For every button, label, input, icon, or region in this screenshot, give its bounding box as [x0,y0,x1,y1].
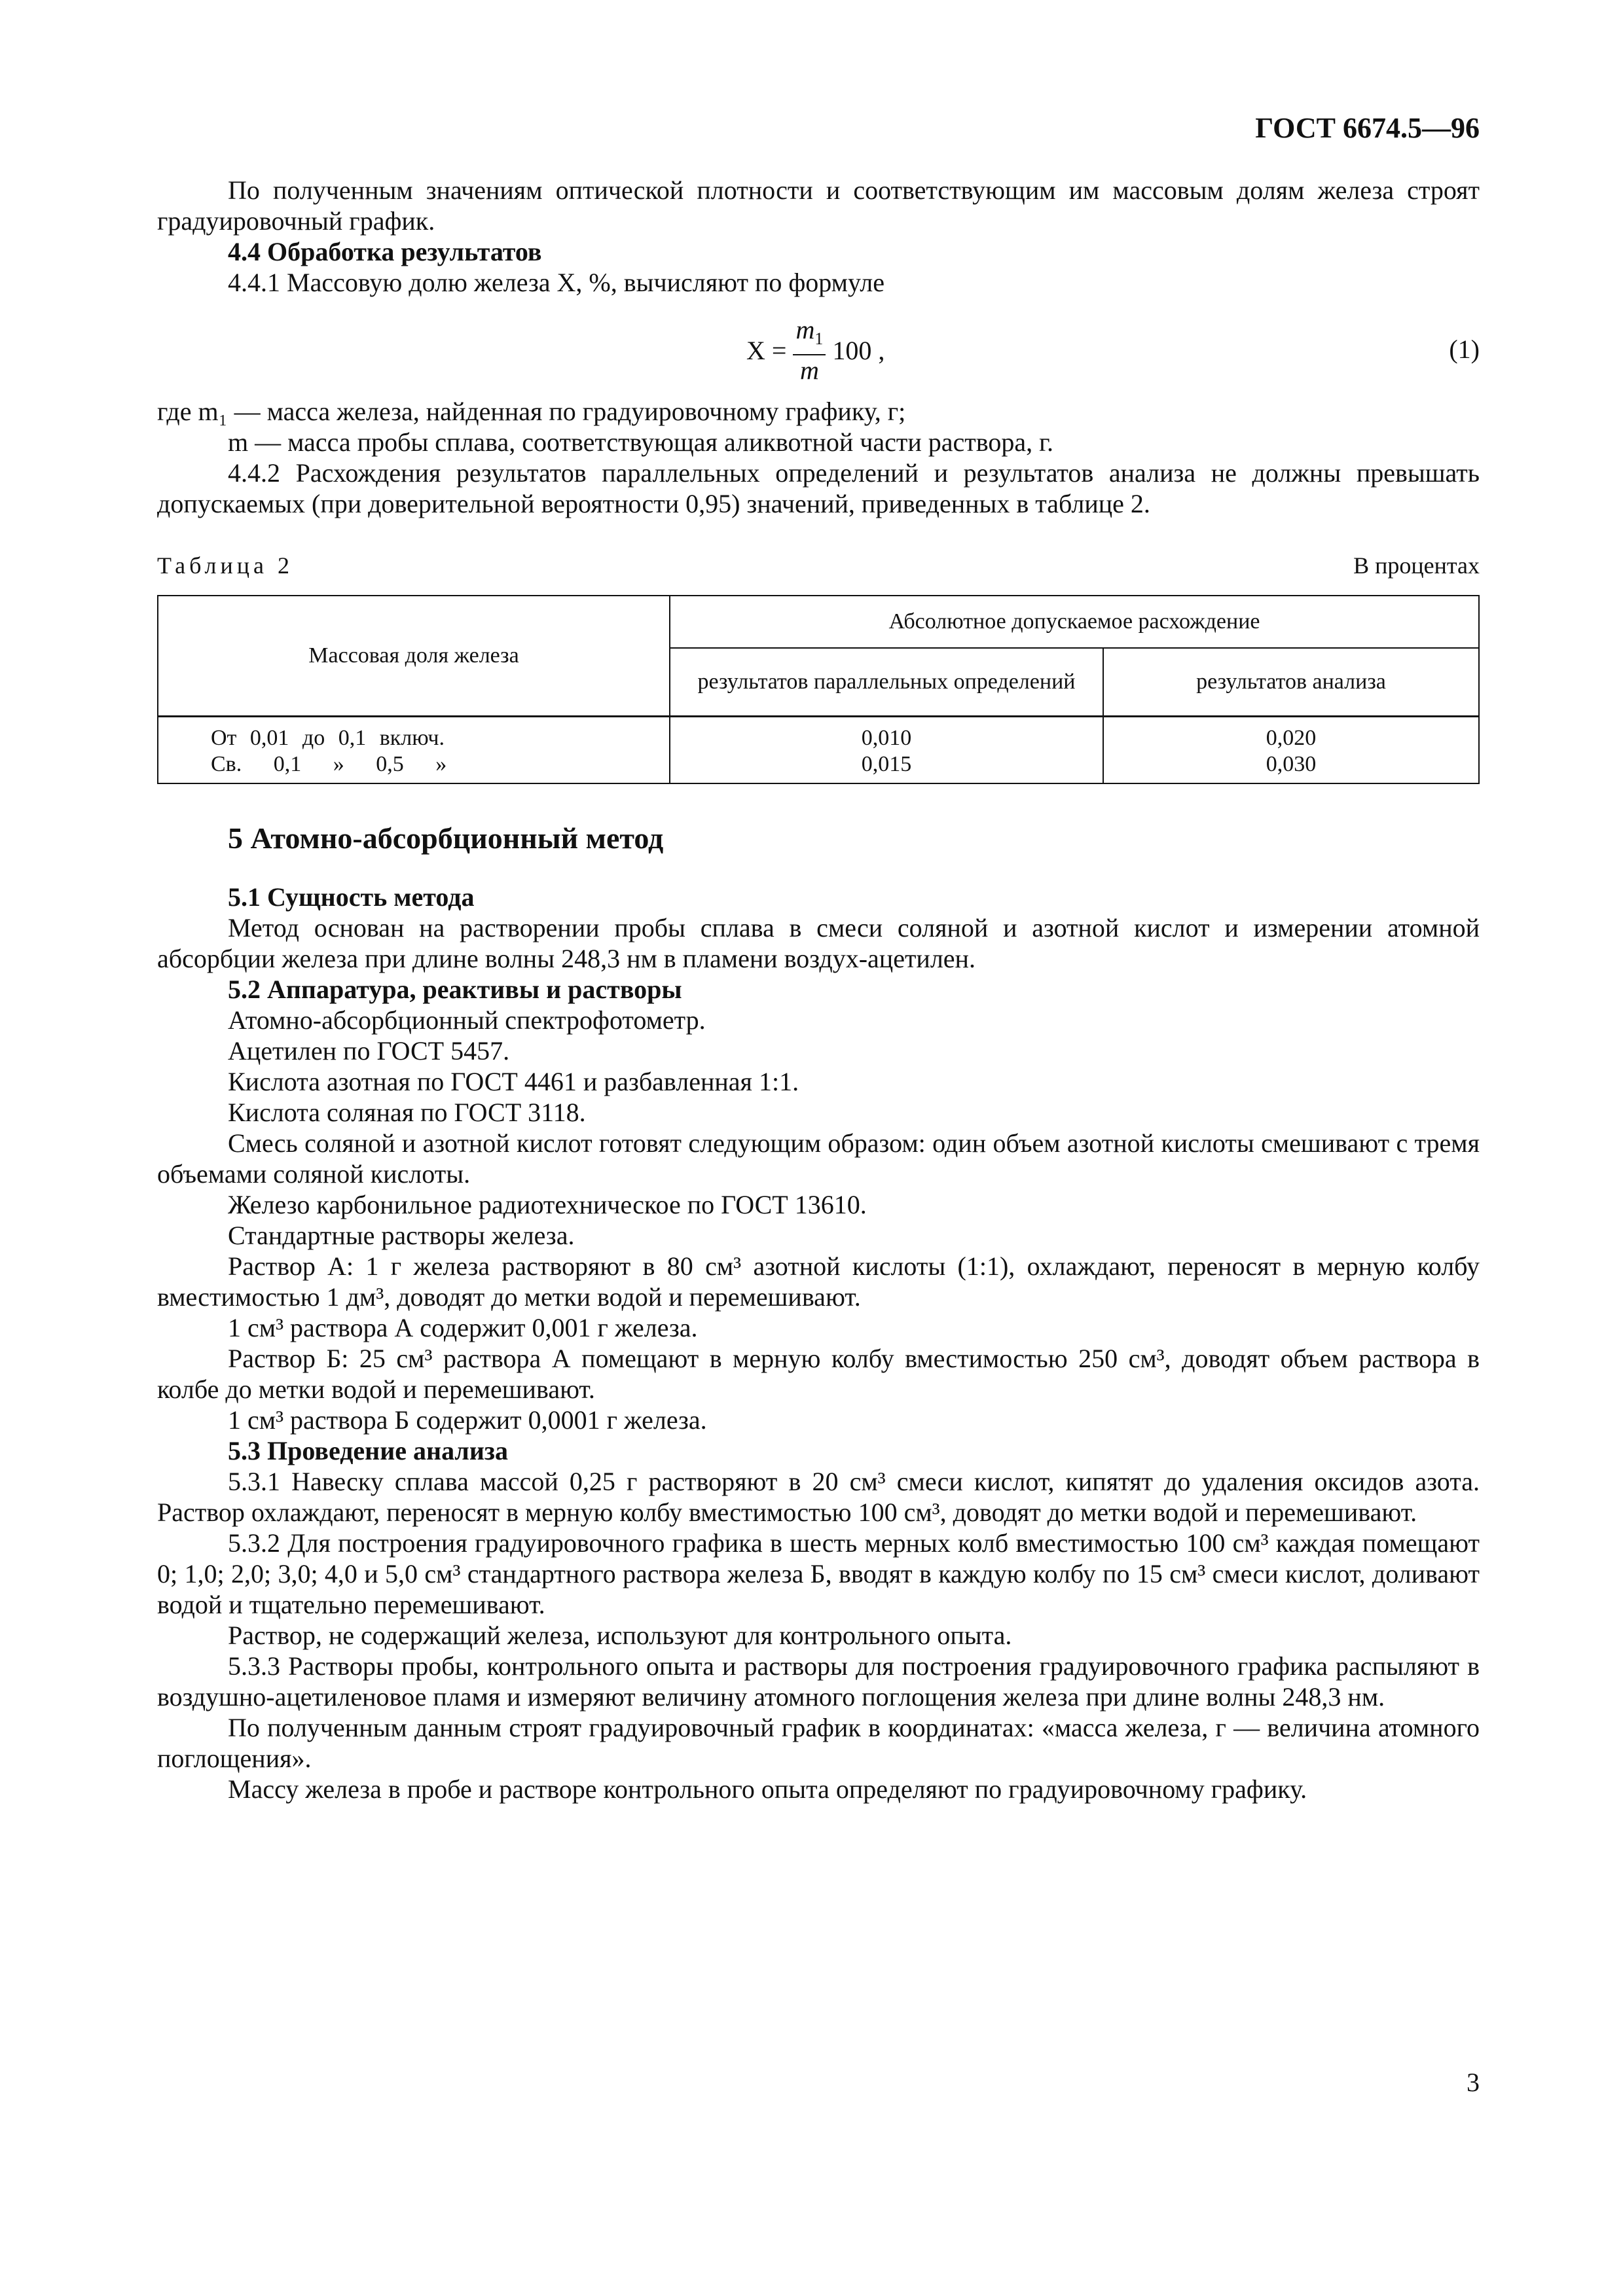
formula-where-2: m — масса пробы сплава, соответствующая аликвотной части раствора, г. [228,427,1053,457]
formula-where-1: где m₁ — масса железа, найденная по градуировочному графику, г; [157,397,906,426]
table-caption: Таблица 2 [157,552,293,579]
formula [157,304,1480,396]
table-header-mass-fraction: Массовая доля железа [158,596,670,717]
paragraph: Атомно-абсорбционный спектрофотометр. [228,1005,706,1035]
table-cell: 0,020 0,030 [1103,717,1479,784]
paragraph: Раствор А: 1 г железа растворяют в 80 см³ азотной кислоты (1:1), охлаждают, переносят в мерную колбу вместимостью 1 дм³, доводят до метки водой и перемешивают. [157,1251,1480,1312]
table-cell: 0,010 0,015 [670,717,1103,784]
paragraph: Смесь соляной и азотной кислот готовят следующим образом: один объем азотной кислоты смешивают с тремя объемами соляной кислоты. [157,1128,1480,1189]
table-body [158,717,1479,784]
paragraph: 5.3.2 Для построения градуировочного графика в шесть мерных колб вместимостью 100 см³ каждая помещают 0; 1,0; 2,0; 3,0; 4,0 и 5,0 см³ стандартного раствора железа Б, вводят в каждую колбу по 15 см³ смеси кислот, доливают водой и тщательно перемешивают. [157,1528,1480,1619]
formula-numerator: $m_1$ [793,315,826,355]
document-header: ГОСТ 6674.5—96 [1255,112,1480,144]
paragraph: Ацетилен по ГОСТ 5457. [228,1036,510,1066]
paragraph: Массу железа в пробе и растворе контрольного опыта определяют по градуировочному графику. [228,1774,1307,1804]
paragraph: 5.3.1 Навеску сплава массой 0,25 г растворяют в 20 см³ смеси кислот, кипятят до удаления оксидов азота. Раствор охлаждают, переносят в мерную колбу вместимостью 100 см³, доводят до метки водой и перемешивают. [157,1467,1480,1527]
paragraph: 1 см³ раствора А содержит 0,001 г железа. [228,1313,698,1342]
paragraph: Стандартные растворы железа. [228,1221,575,1250]
paragraph: По полученным данным строят градуировочный график в координатах: «масса железа, г — величина атомного поглощения». [157,1713,1480,1773]
formula-denominator: m [799,355,819,385]
formula-fraction [793,315,826,386]
paragraph: Метод основан на растворении пробы сплава в смеси соляной и азотной кислот и измерении атомной абсорбции железа при длине волны 248,3 нм в пламени воздух-ацетилен. [157,913,1480,973]
table-header-analysis: результатов анализа [1103,648,1479,717]
formula-body [746,311,884,389]
paragraph: По полученным значениям оптической плотности и соответствующим им массовым долям железа строят градуировочный график. [157,175,1480,236]
paragraph: 5.3.3 Растворы пробы, контрольного опыта и растворы для построения градуировочного графика распыляют в воздушно-ацетиленовое пламя и измеряют величину атомного поглощения железа при длине волны 248,3 нм. [157,1651,1480,1712]
document-page [157,111,1480,1804]
subsection-heading: 5.2 Аппаратура, реактивы и растворы [228,975,682,1004]
formula-rhs: 100 , [832,335,885,365]
table-header-parallel: результатов параллельных определений [670,648,1103,717]
table-cell: От 0,01 до 0,1 включ. Св. 0,1 » 0,5 » [158,717,670,784]
paragraph: Кислота соляная по ГОСТ 3118. [228,1098,586,1127]
table-header-group: Абсолютное допускаемое расхождение [670,596,1479,648]
subsection-heading: 4.4 Обработка результатов [228,237,542,266]
section-heading: 5 Атомно-абсорбционный метод [228,821,664,855]
paragraph: Раствор, не содержащий железа, используют для контрольного опыта. [228,1621,1012,1650]
paragraph: 1 см³ раствора Б содержит 0,0001 г железа. [228,1405,707,1435]
paragraph: Раствор Б: 25 см³ раствора А помещают в мерную колбу вместимостью 250 см³, доводят объем раствора в колбе до метки водой и перемешивают. [157,1344,1480,1404]
subsection-heading: 5.1 Сущность метода [228,882,475,912]
paragraph: 4.4.1 Массовую долю железа X, %, вычисляют по формуле [228,268,884,297]
subsection-heading: 5.3 Проведение анализа [228,1436,508,1465]
data-table [157,595,1480,784]
table-units: В процентах [1353,552,1480,579]
page-number: 3 [1467,2068,1480,2097]
paragraph: 4.4.2 Расхождения результатов параллельных определений и результатов анализа не должны превышать допускаемых (при доверительной вероятности 0,95) значений, приведенных в таблице 2. [157,458,1480,518]
formula-lhs: X = [746,335,787,365]
paragraph: Кислота азотная по ГОСТ 4461 и разбавленная 1:1. [228,1067,799,1096]
formula-number: (1) [1449,334,1480,364]
table-heading [157,552,1480,579]
paragraph: Железо карбонильное радиотехническое по ГОСТ 13610. [228,1190,867,1219]
